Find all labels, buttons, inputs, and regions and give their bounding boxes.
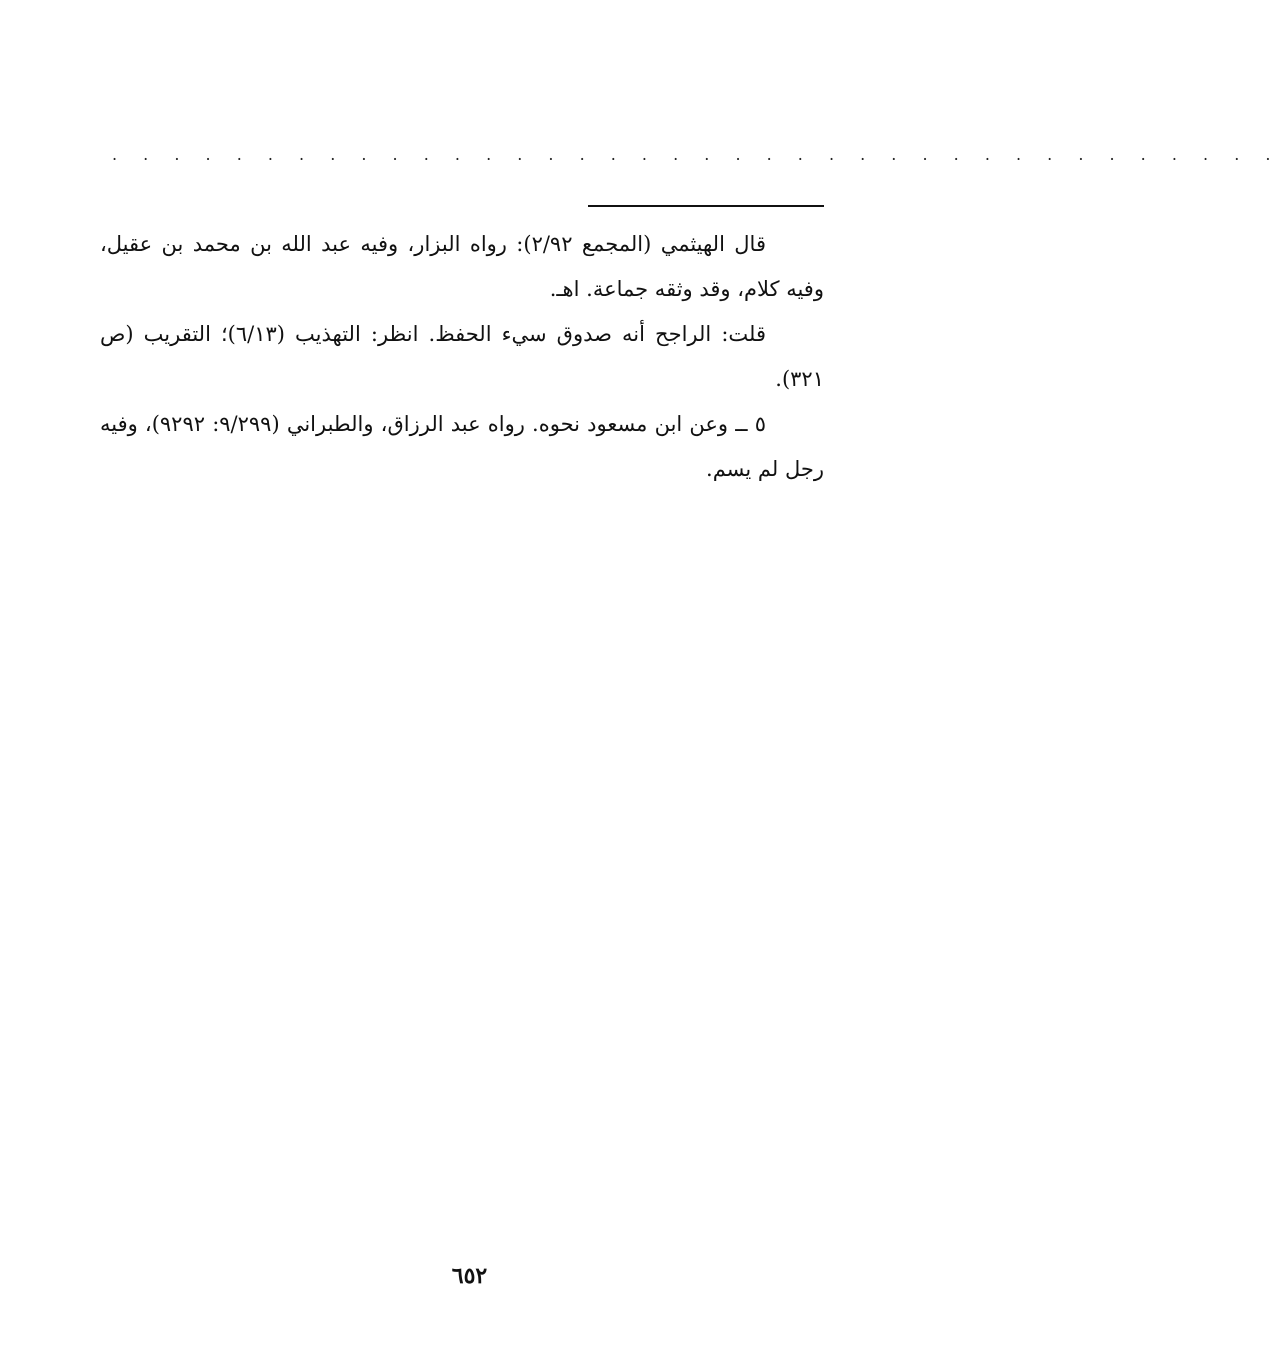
footnote-separator-rule xyxy=(588,205,824,207)
page-number: ٦٥٢ xyxy=(451,1263,488,1289)
footnote-paragraph: ٥ ــ وعن ابن مسعود نحوه. رواه عبد الرزاق، والطبراني (٩/٢٩٩: ٩٢٩٢)، وفيه رجل لم يسم. xyxy=(100,412,824,481)
dotted-separator: . . . . . . . . . . . . . . . . . . . . . . . . . . . . . . . . . . . . . . xyxy=(112,145,1281,164)
footnotes-block xyxy=(100,222,824,492)
footnote-paragraph: قلت: الراجح أنه صدوق سيء الحفظ. انظر: التهذيب (٦/١٣)؛ التقريب (ص ٣٢١). xyxy=(100,322,824,391)
footnote-paragraph: قال الهيثمي (المجمع ٢/٩٢): رواه البزار، وفيه عبد الله بن محمد بن عقيل، وفيه كلام، وقد وثقه جماعة. اهـ. xyxy=(100,232,824,301)
